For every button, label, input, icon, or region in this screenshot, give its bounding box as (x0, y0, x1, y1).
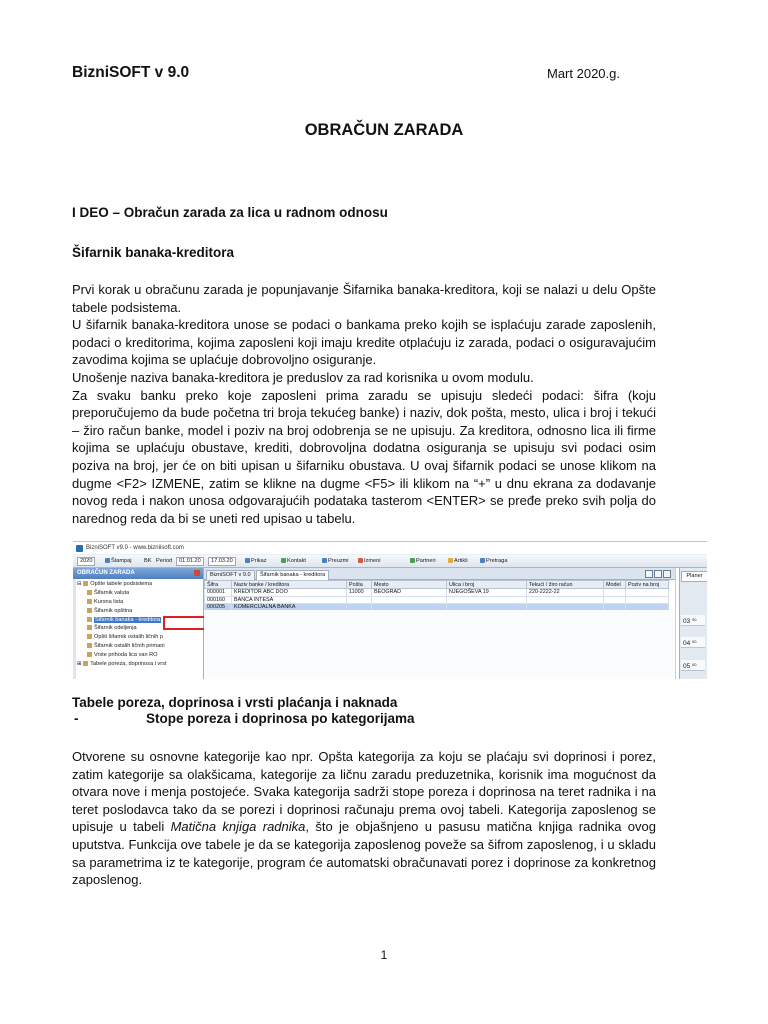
restore-icon[interactable] (645, 570, 653, 578)
tab-home[interactable]: BizniSOFT v 9.0 (206, 570, 255, 580)
partneri-label: Partneri (416, 558, 436, 564)
app-logo-icon (76, 545, 83, 552)
calendar-minutes: 00 (692, 662, 697, 667)
artikli-button[interactable] (446, 557, 470, 565)
partners-icon (410, 558, 415, 563)
paragraph (72, 748, 656, 889)
table-row[interactable] (205, 589, 669, 597)
table-cell[interactable] (347, 596, 372, 604)
table-icon (87, 617, 92, 622)
table-cell[interactable]: 000160 (205, 596, 232, 604)
tree-item-label: Šifarnik odeljenja (94, 625, 137, 632)
subheading-text: Stope poreza i doprinosa po kategorijama (146, 711, 415, 726)
app-titlebar (73, 542, 707, 554)
table-icon (87, 590, 92, 595)
tree-item[interactable] (77, 589, 202, 598)
table-cell[interactable] (626, 596, 669, 604)
window-controls (644, 570, 671, 580)
tree-item-label: Vrste prihoda lica van RO (94, 652, 158, 659)
tree-item[interactable]: ⊟ Opšte tabele podsistema (77, 581, 153, 587)
bk-button[interactable]: BK (144, 558, 152, 564)
section1-body (72, 281, 656, 527)
section2-heading: Tabele poreza, doprinosa i vrsti plaćanja i naknada (72, 695, 398, 710)
planner-panel (679, 568, 707, 679)
tree-item-label: Kursna lista (94, 598, 124, 605)
table-row[interactable] (205, 596, 669, 604)
prikaz-button[interactable] (243, 557, 269, 565)
column-header[interactable]: Poziv na broj (626, 581, 669, 589)
page-number: 1 (380, 948, 388, 962)
app-toolbar (73, 555, 707, 568)
pretraga-label: Pretraga (486, 558, 508, 564)
tree-item-label: Tabele poreza, doprinosa i vrst (90, 661, 167, 668)
page-title: OBRAČUN ZARADA (304, 121, 464, 139)
date-to-field[interactable]: 17.03.20 (208, 557, 236, 566)
contact-icon (281, 558, 286, 563)
product-header: BizniSOFT v 9.0 (72, 64, 190, 81)
table-cell[interactable] (604, 596, 626, 604)
table-cell[interactable] (447, 596, 527, 604)
paragraph-text: , što je objašnjeno u pasusu matična knjiga radnika ovog uputstva. Funkcija ove tabele je da se kategorija zaposlenog poveže sa šifrom zaposlenog, i u skladu sa parametrima iz te kategorije, program će automatski obračunavati porez i doprinose za konkretnog zaposlenog. (72, 819, 656, 888)
print-label: Štampaj (111, 558, 132, 564)
date-header: Mart 2020.g. (547, 66, 620, 81)
table-empty-area (204, 610, 675, 679)
year-select[interactable]: 2020 (77, 557, 95, 566)
italic-term: Matična knjiga radnika (170, 819, 306, 835)
calendar-hour: 04 (683, 640, 691, 647)
artikli-label: Artikli (454, 558, 468, 564)
calendar-minutes: 00 (692, 639, 697, 644)
calendar-hour: 05 (683, 663, 691, 670)
tree-item-label: Opšte tabele podsistema (90, 581, 153, 587)
list-dash: - (74, 711, 79, 726)
tree-item[interactable] (77, 598, 202, 607)
edit-icon (358, 558, 363, 563)
column-header[interactable]: Naziv banke / kreditora (232, 581, 347, 589)
table-cell[interactable]: 000205 (205, 604, 232, 612)
table-cell[interactable]: KOMERCIJALNA BANKA (232, 604, 347, 612)
table-icon (87, 643, 92, 648)
section1-heading: Šifarnik banaka-kreditora (72, 245, 235, 260)
table-cell[interactable]: NJEGOŠEVA 19 (447, 589, 527, 597)
planer-tab[interactable]: Planer (681, 571, 707, 582)
tab-bar (204, 568, 675, 580)
section2-body (72, 748, 656, 889)
izmena-label: Izmeni (364, 558, 381, 564)
column-header[interactable]: Šifra (205, 581, 232, 589)
tree-item[interactable]: ⊞ Tabele poreza, doprinosa i vrst (77, 661, 167, 668)
folder-icon (83, 661, 88, 666)
tree-item-label: Opšti šifarnik ostalih ličnih p (94, 634, 164, 641)
tree-item[interactable] (77, 651, 202, 660)
search-icon (480, 558, 485, 563)
app-window-title: BizniSOFT v9.0 - www.bizniisoft.com (86, 545, 184, 551)
table-cell[interactable]: BEOGRAD (372, 589, 447, 597)
banks-table (204, 580, 675, 612)
table-icon (87, 608, 92, 613)
kontakt-label: Kontakt (287, 558, 306, 564)
nav-scrollbar[interactable] (73, 579, 76, 679)
paragraph: U šifarnik banaka-kreditora unose se podaci o bankama preko kojih se isplaćuju zarade zaposlenih, podaci o kreditorima, kojima zaposleni koji imaju kredite otplaćuju iz zarada, podaci o osiguravajućim zavodima kojima se uplaćuje dobrovoljno osiguranje. (72, 317, 656, 368)
table-cell[interactable]: 11000 (347, 589, 372, 597)
tree-item[interactable] (77, 633, 202, 642)
column-header[interactable]: Ulica i broj (447, 581, 527, 589)
table-icon (87, 625, 92, 630)
print-button[interactable] (103, 557, 134, 565)
partneri-button[interactable] (408, 557, 438, 565)
minimize-icon[interactable] (654, 570, 662, 578)
close-icon[interactable] (194, 570, 200, 576)
main-workspace (204, 568, 675, 679)
pretraga-button[interactable] (478, 557, 509, 565)
preuzmi-button[interactable] (320, 557, 351, 565)
column-header[interactable]: Pošta (347, 581, 372, 589)
calendar-slot[interactable] (681, 660, 705, 671)
table-icon (87, 599, 92, 604)
preuzmi-label: Preuzmi (328, 558, 349, 564)
section2-subheading (72, 711, 415, 726)
items-icon (448, 558, 453, 563)
calendar-minutes: 00 (692, 617, 697, 622)
paragraph: Unošenje naziva banaka-kreditora je preduslov za rad korisnika u ovom modulu. (72, 369, 534, 385)
column-header[interactable]: Mesto (372, 581, 447, 589)
calendar-slot[interactable] (681, 637, 705, 648)
tree-item-label: Šifarnik opština (94, 607, 133, 614)
column-header[interactable]: Tekući / žiro račun (527, 581, 604, 589)
table-header-row (205, 581, 669, 589)
paragraph: Za svaku banku preko koje zaposleni prima zaradu se upisuju sledeći podaci: šifra (koju preporučujemo da bude početna tri broja tekućeg banke) i naziv, dok pošta, mesto, ulica i broj i tekući – žiro račun banke, model i poziv na broj odobrenja se ne upisuju. Za kreditora, odnosno lica ili firme kojima se uplaćuju obustave, krediti, dobrovoljna dodatna osiguranja se upisuju svi podaci osim poziva na broj, jer će on biti upisan u šifarniku obustava. U ovaj šifarnik podaci se unose klikom na dugme <F2> IZMENE, zatim se klikne na dugme <F5> ili klikom na “+” u dnu ekrana za dodavanje novog reda i nakon unosa odgovarajućih podataka tasterom <ENTER> se pređe preko svih polja do narednog reda da bi se uneti red upisao u tabelu. (72, 387, 656, 526)
paragraph-text: Otvorene su osnovne kategorije kao npr. Opšta kategorija za koju se plaćaju svi doprinosi i porez, zatim kategorije sa olakšicama, kategorije za ličnu zaradu preduzetnika, korisnik ima mogućnost da otvara nove i menja postojeće. Svaka kategorija sadrži stope poreza i doprinosa na teret radnika i na teret poslodavca tako da se porezi i doprinosi računaju prema ovoj tabeli. Kategorija zaposlenog se upisuje u tabeli (72, 749, 656, 835)
paragraph: Prvi korak u obračunu zarada je popunjavanje Šifarnika banaka-kreditora, koji se nalazi u delu Opšte tabele podsistema. (72, 282, 656, 315)
tree-item-label: Šifarnik ostalih ličnih primani (94, 643, 165, 650)
tree-item[interactable] (77, 642, 202, 651)
view-icon (245, 558, 250, 563)
tree-item-label: Šifarnik valuta (94, 589, 130, 596)
nav-panel-title: OBRAČUN ZARADA (73, 568, 203, 579)
tree-item-label: Šifarnik banaka - kreditora (95, 616, 161, 623)
tab-banks-creditors[interactable]: Šifarnik banaka - kreditora (256, 570, 329, 580)
prikaz-label: Prikaz (251, 558, 267, 564)
table-cell[interactable] (604, 589, 626, 597)
kontakt-button[interactable] (279, 557, 308, 565)
date-from-field[interactable]: 01.01.20 (176, 557, 204, 566)
column-header[interactable]: Model (604, 581, 626, 589)
download-icon (322, 558, 327, 563)
embedded-app-screenshot (73, 541, 707, 679)
table-cell[interactable] (626, 589, 669, 597)
table-cell[interactable] (527, 596, 604, 604)
close-icon[interactable] (663, 570, 671, 578)
table-cell[interactable]: BANCA INTESA (232, 596, 347, 604)
izmena-button[interactable] (356, 557, 382, 565)
table-icon (87, 634, 92, 639)
period-label: Period (156, 558, 173, 564)
table-cell[interactable]: 000001 (205, 589, 232, 597)
part-heading: I DEO – Obračun zarada za lica u radnom odnosu (72, 205, 388, 220)
table-icon (87, 652, 92, 657)
table-cell[interactable] (372, 596, 447, 604)
table-cell[interactable]: 220-2222-22 (527, 589, 604, 597)
tree-item[interactable] (77, 607, 202, 616)
printer-icon (105, 558, 110, 563)
calendar-hour: 03 (683, 618, 691, 625)
table-cell[interactable]: KREDITOR ABC DOO (232, 589, 347, 597)
folder-icon (83, 581, 88, 586)
calendar-slot[interactable] (681, 615, 705, 626)
